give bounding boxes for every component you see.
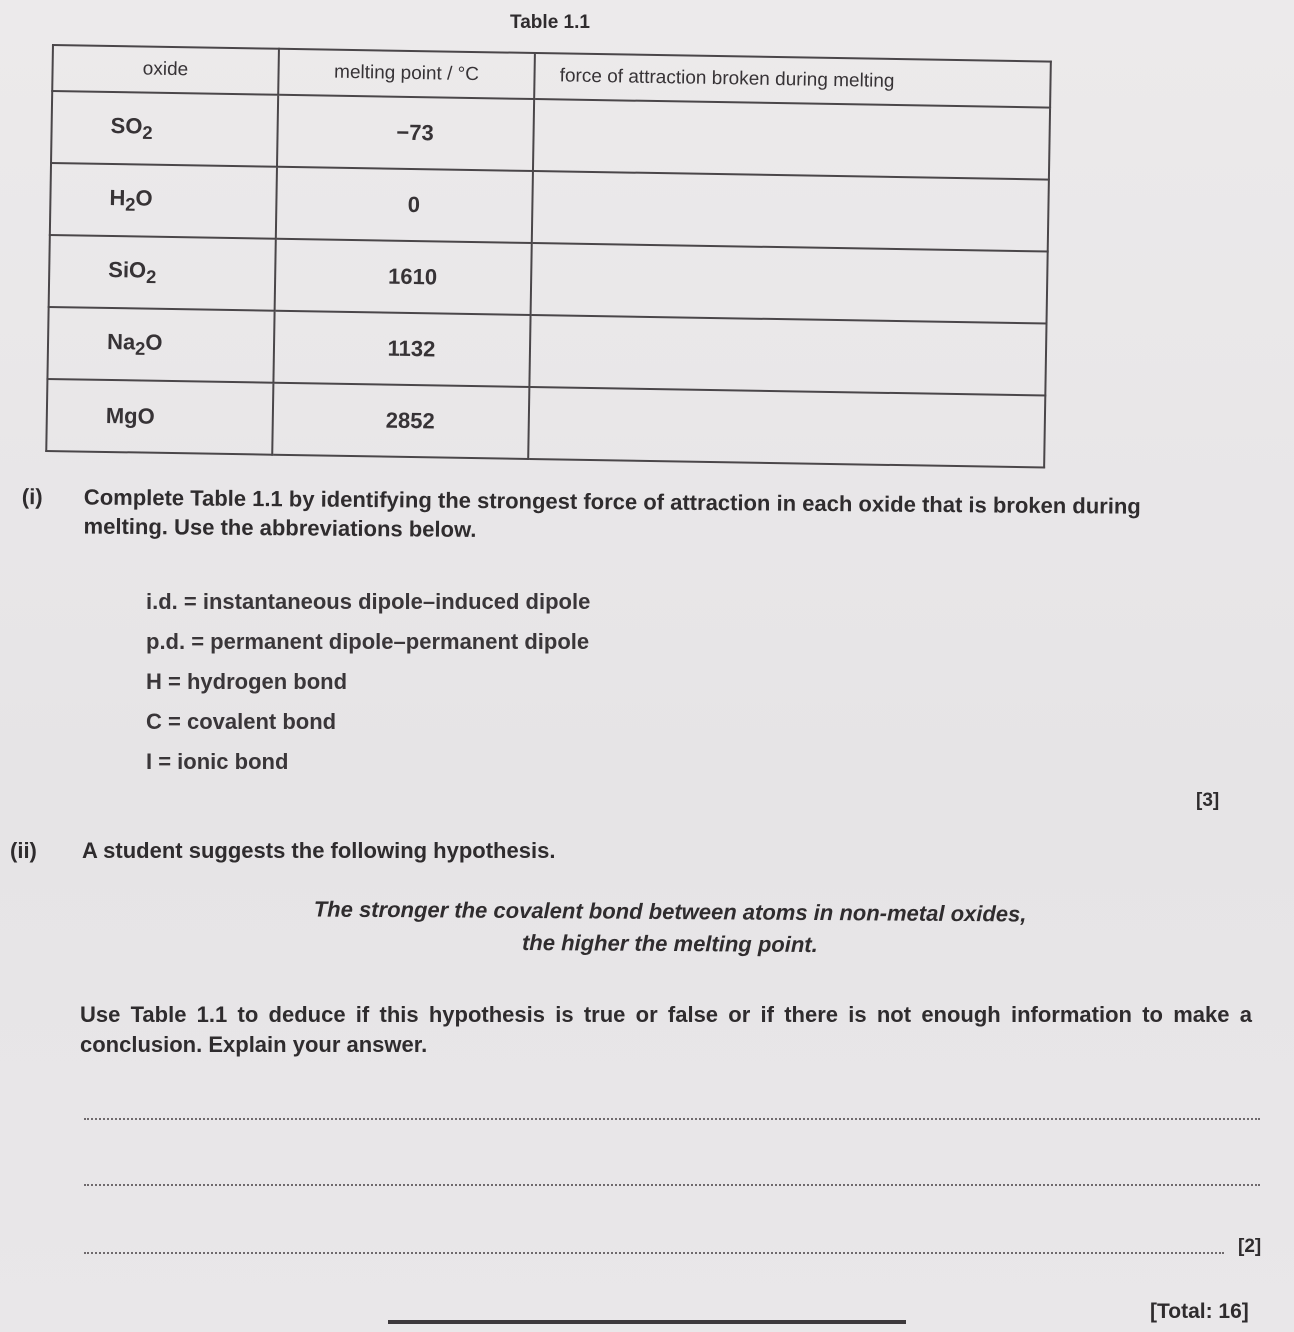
melting-point-cell: 2852 [272,383,530,459]
divider-rule [388,1320,906,1324]
question-ii-intro: A student suggests the following hypothesis. [82,838,556,863]
question-ii [10,838,555,864]
question-i-text: Complete Table 1.1 by identifying the strongest force of attraction in each oxide that is broken during melting. Use the abbreviations below. [83,484,1141,542]
table-title: Table 1.1 [510,12,590,33]
question-ii-label: (ii) [10,838,37,863]
hypothesis-line: The stronger the covalent bond between atoms in non-metal oxides, [313,896,1027,927]
abbreviation-item: I = ionic bond [146,749,289,774]
hypothesis [220,893,1120,963]
abbreviation-item: i.d. = instantaneous dipole–induced dipole [146,589,591,614]
header-melting-point: melting point / °C [278,49,535,99]
oxide-cell: SiO$_2$ [49,235,276,311]
force-answer-cell[interactable] [533,99,1050,180]
marks-question-ii: [2] [1238,1236,1262,1257]
answer-line[interactable] [84,1118,1260,1120]
marks-question-i: [3] [1196,790,1220,811]
question-i [21,482,1221,550]
answer-line[interactable] [84,1252,1224,1254]
header-oxide: oxide [52,45,279,95]
force-answer-cell[interactable] [528,387,1045,468]
force-answer-cell[interactable] [530,315,1047,396]
melting-point-cell: 1132 [273,311,531,387]
answer-line[interactable] [84,1184,1260,1186]
oxide-cell: $Na_2O$ [47,307,274,383]
question-i-label: (i) [21,483,43,510]
abbreviation-list [146,582,590,782]
question-ii-instruction: Use Table 1.1 to deduce if this hypothesis is true or false or if there is not enough information to make a conclusion. Explain your answer. [80,1002,1252,1057]
force-answer-cell[interactable] [532,171,1049,252]
abbreviation-item: H = hydrogen bond [146,669,348,694]
melting-point-cell: −73 [277,95,535,171]
hypothesis-line: the higher the melting point. [521,929,818,958]
melting-point-cell: 0 [276,167,534,243]
header-force: force of attraction broken during melting [534,53,1051,108]
table-row [46,379,1045,468]
total-marks: [Total: 16] [1150,1300,1249,1323]
melting-point-cell: 1610 [274,239,532,315]
oxide-cell: $SO_2$ [51,91,278,167]
oxide-table [45,44,1052,469]
abbreviation-item: p.d. = permanent dipole–permanent dipole [146,629,590,654]
oxide-cell: MgO [46,379,273,455]
force-answer-cell[interactable] [531,243,1048,324]
abbreviation-item: C = covalent bond [146,709,337,734]
oxide-cell: $H_2O$ [50,163,277,239]
